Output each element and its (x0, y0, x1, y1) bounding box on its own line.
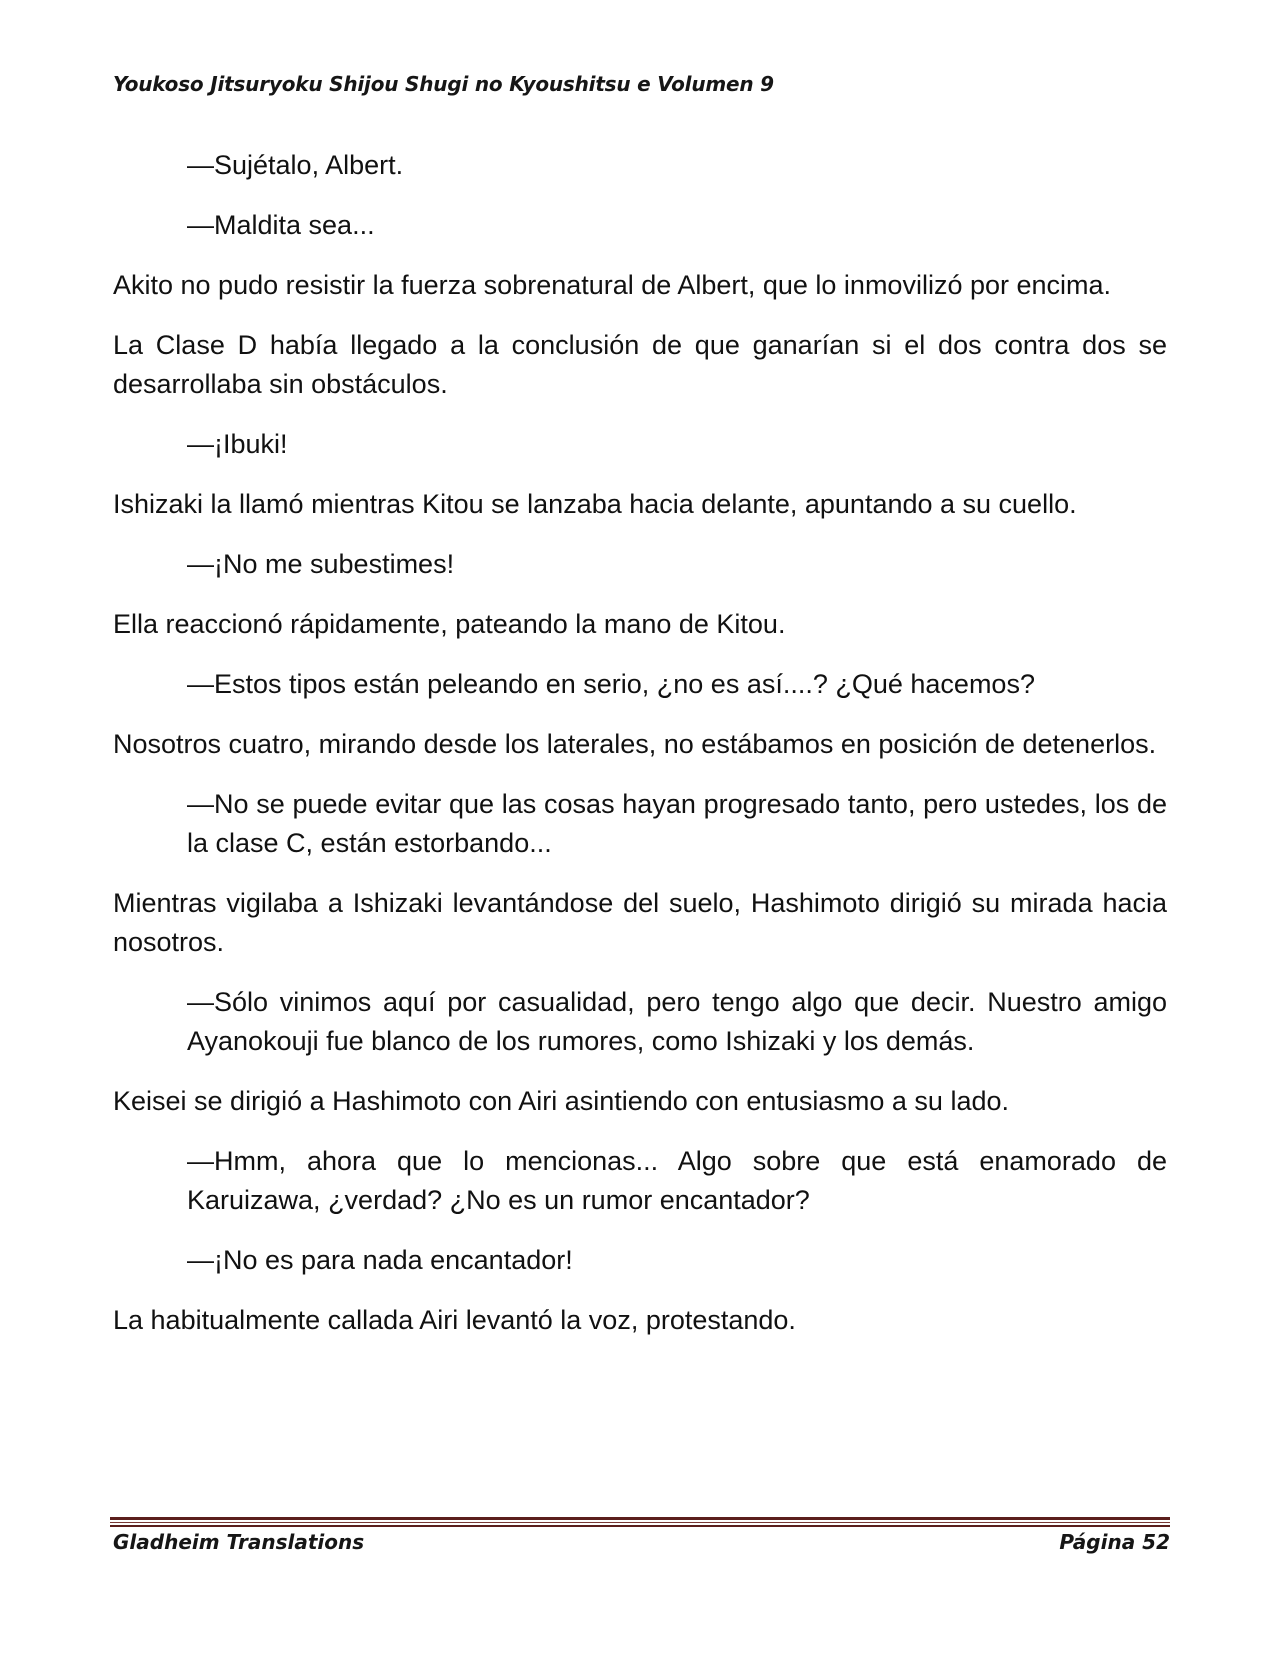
footer-divider-thin (110, 1522, 1170, 1523)
paragraph-narration: Ishizaki la llamó mientras Kitou se lanzaba hacia delante, apuntando a su cuello. (113, 489, 1077, 519)
paragraph-dialog: —¡No me subestimes! (187, 549, 455, 579)
paragraph-dialog: —Hmm, ahora que lo mencionas... Algo sobre que está enamorado de Karuizawa, ¿verdad? ¿No es un rumor encantador? (187, 1146, 1167, 1215)
paragraph-dialog: —¡Ibuki! (187, 429, 288, 459)
paragraph-dialog: —No se puede evitar que las cosas hayan progresado tanto, pero ustedes, los de la clase C, están estorbando... (187, 789, 1167, 858)
paragraph-narration: Keisei se dirigió a Hashimoto con Airi asintiendo con entusiasmo a su lado. (113, 1086, 1009, 1116)
footer-credit: Gladheim Translations (113, 1530, 365, 1554)
paragraph-dialog: —Sólo vinimos aquí por casualidad, pero tengo algo que decir. Nuestro amigo Ayanokouji fue blanco de los rumores, como Ishizaki y los demás. (187, 987, 1167, 1056)
paragraph-narration: La habitualmente callada Airi levantó la voz, protestando. (113, 1305, 796, 1335)
paragraph-narration: Ella reaccionó rápidamente, pateando la mano de Kitou. (113, 609, 786, 639)
paragraph-dialog: —Maldita sea... (187, 210, 375, 240)
paragraph-dialog: —Estos tipos están peleando en serio, ¿no es así....? ¿Qué hacemos? (187, 669, 1035, 699)
paragraph-narration: Akito no pudo resistir la fuerza sobrenatural de Albert, que lo inmovilizó por encima. (113, 270, 1112, 300)
paragraph-narration: La Clase D había llegado a la conclusión de que ganarían si el dos contra dos se desarrollaba sin obstáculos. (113, 330, 1167, 399)
page-number: Página 52 (1059, 1530, 1170, 1554)
running-header: Youkoso Jitsuryoku Shijou Shugi no Kyoushitsu e Volumen 9 (113, 72, 774, 96)
paragraph-narration: Mientras vigilaba a Ishizaki levantándose del suelo, Hashimoto dirigió su mirada hacia nosotros. (113, 888, 1167, 957)
paragraph-dialog: —¡No es para nada encantador! (187, 1245, 573, 1275)
page-body (113, 146, 1167, 1361)
paragraph-dialog: —Sujétalo, Albert. (187, 150, 404, 180)
footer-divider (110, 1517, 1170, 1520)
paragraph-narration: Nosotros cuatro, mirando desde los laterales, no estábamos en posición de detenerlos. (113, 729, 1157, 759)
footer-divider-lower (110, 1525, 1170, 1527)
